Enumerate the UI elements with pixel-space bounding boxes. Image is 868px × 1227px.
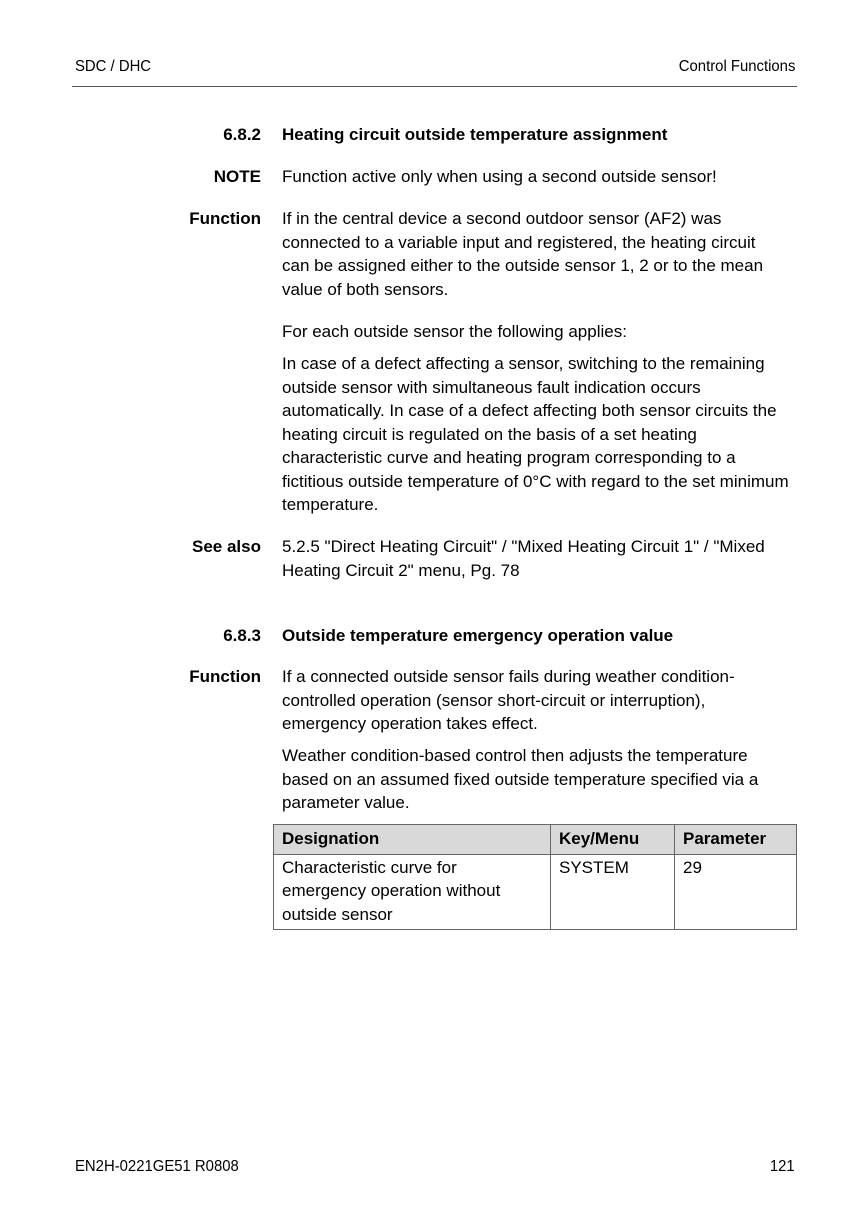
header-doc-id: SDC / DHC bbox=[75, 58, 152, 75]
table-row bbox=[274, 854, 797, 930]
function-text-683: If a connected outside sensor fails during weather condition-controlled operation (sensor short-circuit or interruption), emergency operation takes effect. bbox=[282, 667, 735, 733]
page-number: 121 bbox=[770, 1158, 795, 1175]
table-header-key-menu: Key/Menu bbox=[551, 825, 675, 855]
defect-text: In case of a defect affecting a sensor, switching to the remaining outside sensor with simultaneous fault indication occurs automatically. In case of a defect affecting both sensor circuits the heating circuit is regulated on the basis of a set heating characteristic curve and heating program corresponding to a fictitious outside temperature of 0°C with regard to the set minimum temperature. bbox=[282, 354, 789, 514]
section-682-title: Heating circuit outside temperature assignment bbox=[282, 125, 668, 144]
control-text: Weather condition-based control then adjusts the temperature based on an assumed fixed outside temperature specified via a parameter value. bbox=[282, 746, 759, 812]
table-header-parameter: Parameter bbox=[675, 825, 797, 855]
table-header-row bbox=[274, 825, 797, 855]
section-683-number: 6.8.3 bbox=[223, 626, 261, 645]
function-text-682: If in the central device a second outdoor sensor (AF2) was connected to a variable input and registered, the heating circuit can be assigned either to the outside sensor 1, 2 or to the mean value of both sensors. bbox=[282, 209, 764, 299]
see-also-link[interactable]: 5.2.5 "Direct Heating Circuit" / "Mixed Heating Circuit 1" / "Mixed Heating Circuit 2" menu, Pg. 78 bbox=[282, 537, 765, 580]
section-682-number: 6.8.2 bbox=[223, 125, 261, 144]
table-header-designation: Designation bbox=[274, 825, 551, 855]
table-cell-designation: Characteristic curve for emergency operation without outside sensor bbox=[274, 854, 551, 930]
function-label-683: Function bbox=[189, 667, 261, 686]
header-chapter: Control Functions bbox=[678, 58, 795, 75]
header-divider bbox=[72, 86, 797, 87]
function-label-682: Function bbox=[189, 209, 261, 228]
section-683-title: Outside temperature emergency operation value bbox=[282, 626, 674, 645]
footer-doc-code: EN2H-0221GE51 R0808 bbox=[75, 1158, 239, 1175]
table-cell-parameter: 29 bbox=[675, 854, 797, 930]
see-also-label: See also bbox=[192, 537, 261, 556]
parameter-table bbox=[273, 824, 797, 930]
note-text: Function active only when using a second outside sensor! bbox=[282, 167, 717, 186]
applies-text: For each outside sensor the following applies: bbox=[282, 322, 627, 341]
note-label: NOTE bbox=[213, 167, 261, 186]
table-cell-key-menu: SYSTEM bbox=[551, 854, 675, 930]
